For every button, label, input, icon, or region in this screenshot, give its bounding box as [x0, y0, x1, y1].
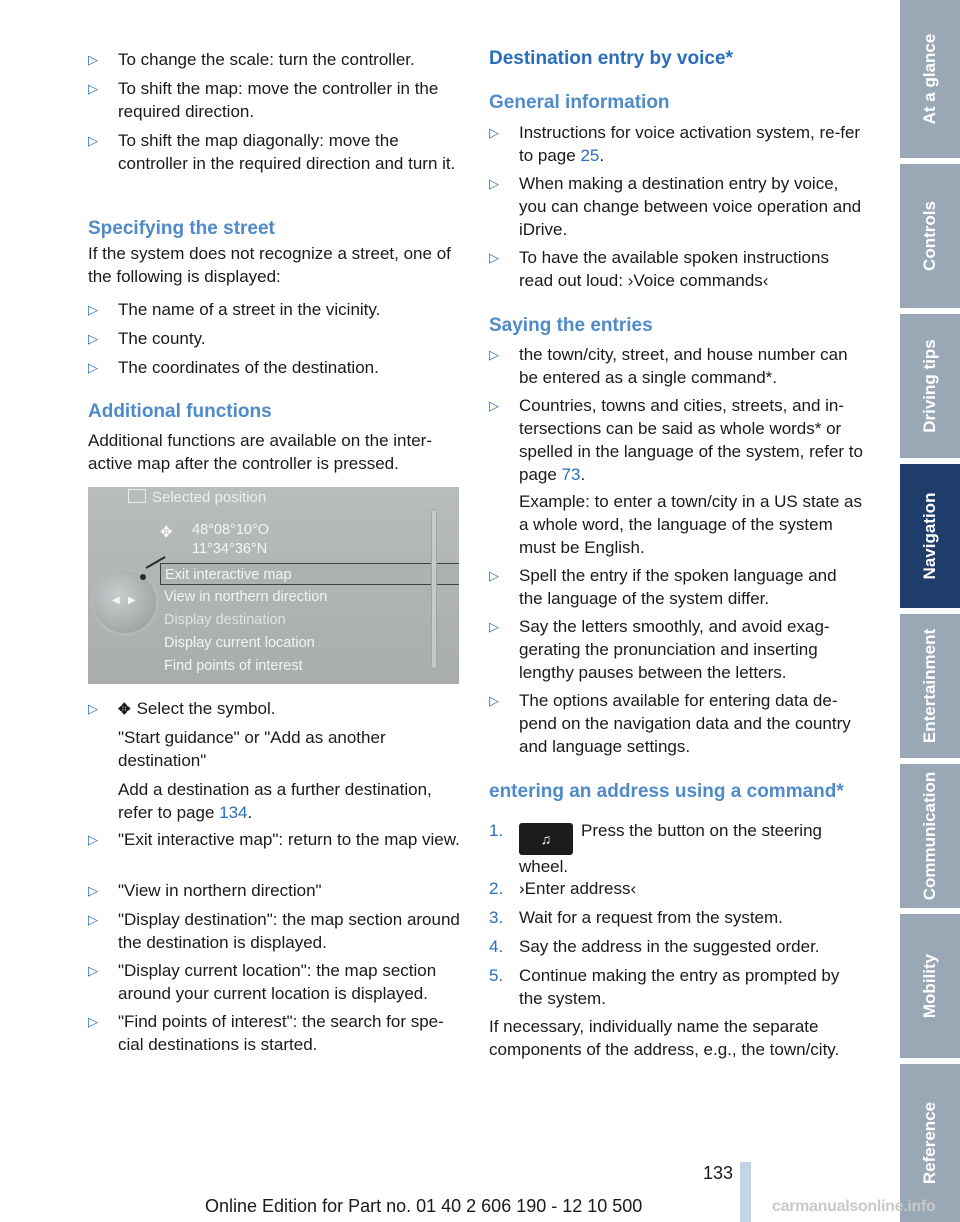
page-title: Destination entry by voice*: [489, 48, 733, 69]
controller-knob-icon: [94, 571, 156, 633]
screen-title-bar: Selected position: [128, 487, 459, 509]
bullet-triangle-icon: ▷: [88, 360, 98, 375]
screen-scrollbar: [431, 509, 437, 669]
arrow-left-icon: ◀: [112, 595, 120, 606]
watermark: carmanualsonline.info: [772, 1198, 936, 1215]
bullet-triangle-icon: ▷: [489, 347, 499, 362]
bullet-triangle-icon: ▷: [88, 832, 98, 847]
menu-item[interactable]: Display destination: [164, 612, 286, 628]
paragraph: "Start guidance" or "Add as another destination": [118, 728, 386, 770]
paragraph: Add a destination as a further destination, refer to page 134.: [118, 780, 432, 822]
menu-item[interactable]: Find points of interest: [164, 658, 303, 674]
page-number: 133: [703, 1163, 734, 1183]
chapter-tabs: [900, 0, 960, 1222]
bullet-triangle-icon: ▷: [489, 619, 499, 634]
coordinates: 48°08°10°O 11°34°36°N: [192, 522, 270, 557]
bullet-triangle-icon: ▷: [489, 693, 499, 708]
page-link[interactable]: 134: [219, 803, 248, 822]
paragraph: Additional functions are available on the inter-active map after the controller is pressed.: [88, 431, 432, 473]
section-heading: entering an address using a command*: [489, 781, 844, 802]
page-marker-bar: [740, 1162, 751, 1222]
bullet-triangle-icon: ▷: [88, 963, 98, 978]
tab-mobility[interactable]: Mobility: [900, 914, 960, 1058]
edition-line: Online Edition for Part no. 01 40 2 606 190 - 12 10 500: [205, 1196, 643, 1216]
page-link[interactable]: 25: [580, 146, 600, 165]
bullet-triangle-icon: ▷: [489, 398, 499, 413]
bullet-triangle-icon: ▷: [88, 1014, 98, 1029]
tab-entertainment[interactable]: Entertainment: [900, 614, 960, 758]
bullet-triangle-icon: ▷: [489, 125, 499, 140]
menu-item[interactable]: Display current location: [164, 635, 315, 651]
paragraph: If necessary, individually name the separate components of the address, e.g., the town/city.: [489, 1017, 840, 1059]
menu-item[interactable]: View in northern direction: [164, 589, 328, 605]
bullet-triangle-icon: ▷: [489, 568, 499, 583]
tab-navigation[interactable]: Navigation: [900, 464, 960, 608]
pointer-dot: [140, 574, 146, 580]
section-heading: Specifying the street: [88, 218, 275, 239]
bullet-triangle-icon: ▷: [88, 883, 98, 898]
voice-button-icon: ♫: [519, 823, 573, 855]
bullet-triangle-icon: ▷: [489, 250, 499, 265]
paragraph: If the system does not recognize a street, one of the following is displayed:: [88, 244, 451, 286]
menu-item[interactable]: Exit interactive map: [160, 563, 459, 585]
section-heading: Additional functions: [88, 401, 272, 422]
tab-communication[interactable]: Communication: [900, 764, 960, 908]
map-icon: [128, 489, 146, 503]
page-link[interactable]: 73: [561, 465, 581, 484]
crosshair-icon: ✥: [160, 524, 173, 541]
bullet-triangle-icon: ▷: [88, 701, 98, 716]
bullet-triangle-icon: ▷: [88, 133, 98, 148]
crosshair-icon: ✥: [118, 701, 131, 718]
section-heading: General information: [489, 92, 670, 113]
tab-reference[interactable]: Reference: [900, 1064, 960, 1222]
bullet-triangle-icon: ▷: [88, 302, 98, 317]
bullet-triangle-icon: ▷: [88, 331, 98, 346]
idrive-screen-image: [88, 487, 459, 684]
tab-controls[interactable]: Controls: [900, 164, 960, 308]
bullet-triangle-icon: ▷: [88, 81, 98, 96]
bullet-triangle-icon: ▷: [489, 176, 499, 191]
paragraph: Example: to enter a town/city in a US state as a whole word, the language of the system must be English.: [519, 492, 862, 557]
tab-at-a-glance[interactable]: At a glance: [900, 0, 960, 158]
bullet-triangle-icon: ▷: [88, 912, 98, 927]
tab-driving-tips[interactable]: Driving tips: [900, 314, 960, 458]
bullet-triangle-icon: ▷: [88, 52, 98, 67]
arrow-right-icon: ▶: [128, 595, 136, 606]
section-heading: Saying the entries: [489, 315, 653, 336]
